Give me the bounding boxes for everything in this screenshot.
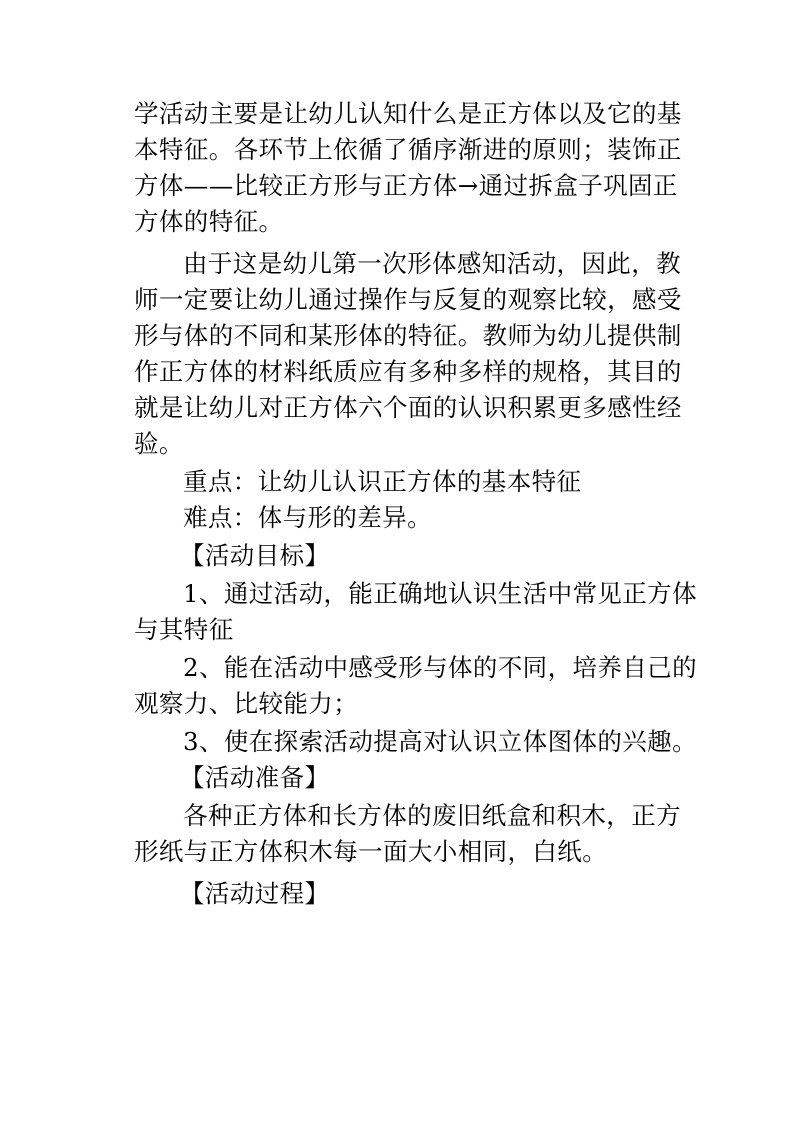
paragraph-reason (134, 246, 682, 462)
paragraph-difficulty (134, 500, 666, 536)
section-title: 【活动过程】 (180, 879, 330, 908)
text-line: 作正方体的材料纸质应有多种多样的规格，其目的 (134, 357, 682, 386)
text-line: 形纸与正方体积木每一面大小相同，白纸。 (134, 837, 608, 866)
text-line: 方体——比较正方形与正方体→通过拆盒子巩固正 (134, 171, 678, 200)
text-line: 与其特征 (134, 615, 234, 644)
paragraph-goal-1 (134, 576, 697, 648)
paragraph-key-point (134, 464, 666, 500)
text-line: 1、通过活动，能正确地认识生活中常见正方体 (183, 579, 697, 608)
paragraph-goal-3 (134, 724, 697, 760)
paragraph-intro (134, 96, 682, 240)
text-line: 方体的特征。 (134, 207, 284, 236)
text-line: 本特征。各环节上依循了循序渐进的原则；装饰正 (134, 135, 682, 164)
section-heading-prep (134, 760, 666, 796)
section-heading-process (134, 876, 666, 912)
paragraph-prep (134, 798, 681, 870)
text-line: 由于这是幼儿第一次形体感知活动，因此，教 (183, 249, 681, 278)
text-line: 观察力、比较能力； (134, 689, 359, 718)
text-line: 形与体的不同和某形体的特征。教师为幼儿提供制 (134, 321, 682, 350)
section-heading-goals (134, 538, 666, 574)
text-line: 3、使在探索活动提高对认识立体图体的兴趣。 (183, 727, 697, 756)
document-body (134, 96, 697, 912)
text-line: 验。 (134, 429, 184, 458)
text-line: 2、能在活动中感受形与体的不同，培养自己的 (183, 653, 697, 682)
section-title: 【活动准备】 (180, 763, 330, 792)
text-line: 重点：让幼儿认识正方体的基本特征 (183, 467, 582, 496)
text-line: 师一定要让幼儿通过操作与反复的观察比较，感受 (134, 285, 682, 314)
paragraph-goal-2 (134, 650, 697, 722)
section-title: 【活动目标】 (180, 541, 330, 570)
text-line: 各种正方体和长方体的废旧纸盒和积木，正方 (183, 801, 681, 830)
text-line: 就是让幼儿对正方体六个面的认识积累更多感性经 (134, 393, 682, 422)
text-line: 难点：体与形的差异。 (183, 503, 432, 532)
text-line: 学活动主要是让幼儿认知什么是正方体以及它的基 (134, 99, 682, 128)
